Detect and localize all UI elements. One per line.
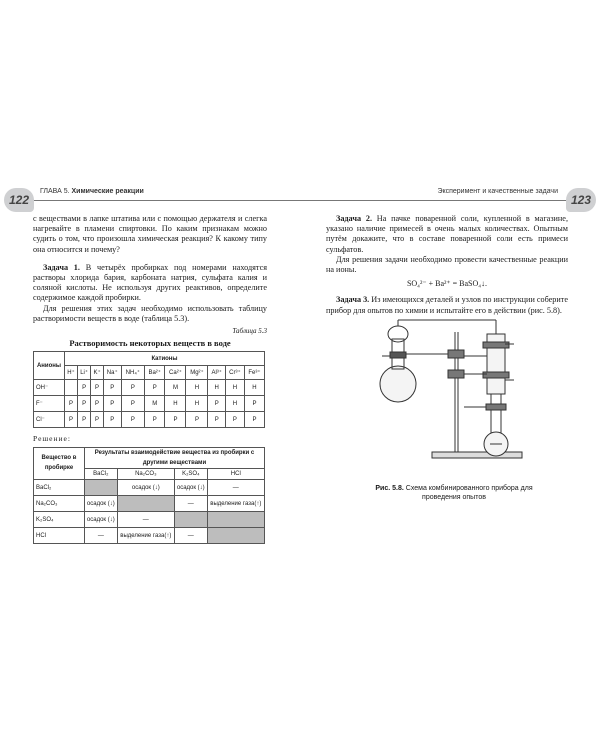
cation-header: NH₄⁺ (121, 366, 144, 380)
solubility-cell: Н (165, 396, 186, 412)
table-row (34, 480, 265, 496)
table-row (34, 512, 265, 528)
result-cell (207, 512, 264, 528)
result-cell: — (117, 512, 174, 528)
solubility-cell: М (144, 396, 165, 412)
solubility-cell: Р (77, 396, 90, 412)
solubility-cell: Р (65, 396, 78, 412)
solubility-cell: Н (208, 380, 225, 396)
right-page-number: 123 (566, 188, 596, 212)
result-cell (207, 528, 264, 544)
solubility-cell: Н (225, 380, 244, 396)
solubility-cell: Р (103, 380, 121, 396)
results-header: Результаты взаимодействие вещества из пробирки с другими веществами (85, 447, 265, 468)
anion-cell: Cl⁻ (34, 412, 65, 428)
results-table (33, 447, 265, 545)
solubility-cell: Р (165, 412, 186, 428)
table-row (34, 396, 265, 412)
table-caption: Таблица 5.3 (232, 327, 267, 336)
result-cell (117, 496, 174, 512)
substance-cell: BaCl₂ (34, 480, 85, 496)
substance-cell: Na₂CO₃ (34, 496, 85, 512)
solubility-cell: Р (244, 412, 264, 428)
cations-header: Катионы (65, 352, 265, 366)
solubility-cell: Н (186, 380, 208, 396)
solubility-cell: Н (225, 396, 244, 412)
solubility-cell: Р (91, 396, 103, 412)
result-cell: — (85, 528, 118, 544)
task-2: Задача 2. На пачке поваренной соли, купленной в магазине, указано наличие примесей в очень малых количествах. Опытным путём докажите, что в составе поваренной соли есть примеси сульфатов. (326, 214, 568, 254)
task-1: Задача 1. В четырёх пробирках под номерами находятся растворы хлорида бария, карбоната натрия, сульфата калия и соляной кислоты. Не используя других реактивов, определите содержимое каждой пробирки. (33, 262, 267, 303)
cation-header: K⁺ (91, 366, 103, 380)
solubility-cell: Р (121, 412, 144, 428)
cation-header: Mg²⁺ (186, 366, 208, 380)
cation-header: Fe³⁺ (244, 366, 264, 380)
solubility-cell: Р (121, 380, 144, 396)
solubility-cell: Р (121, 396, 144, 412)
solubility-cell: Р (91, 412, 103, 428)
reagent-header: Na₂CO₃ (117, 469, 174, 480)
solubility-cell: Р (77, 412, 90, 428)
paragraph: Для решения этих задач необходимо использовать таблицу растворимости веществ в воде (таблица 5.3). (33, 303, 267, 323)
solubility-cell: Р (65, 412, 78, 428)
anions-header: Анионы (34, 352, 65, 380)
right-page-text (326, 214, 568, 316)
result-cell: выделение газа(↑) (117, 528, 174, 544)
substance-cell: HCl (34, 528, 85, 544)
solubility-cell: Н (244, 380, 264, 396)
book-spread (0, 186, 600, 586)
right-running-head: Эксперимент и качественные задачи (437, 188, 558, 195)
result-cell: осадок (↓) (85, 512, 118, 528)
table-row (34, 496, 265, 512)
paragraph: Для решения задачи необходимо провести качественные реакции на ионы. (326, 254, 568, 275)
task-3: Задача 3. Из имеющихся деталей и узлов по инструкции соберите прибор для опытов по химии и испытайте его в действии (рис. 5.8). (326, 295, 568, 315)
table-row (34, 380, 265, 396)
cation-header: Ca²⁺ (165, 366, 186, 380)
figure-caption: Рис. 5.8. Схема комбинированного прибора для проведения опытов (375, 485, 533, 501)
paragraph: с веществами в лапке штатива или с помощью держателя и слегка нагревайте в пламени спиртовки. По каким признакам можно судить о том, что произошла химическая реакция? К какому типу она относится и почему? (33, 214, 267, 254)
left-page-text (33, 214, 267, 544)
substance-header: Вещество в пробирке (34, 447, 85, 480)
result-cell (174, 512, 207, 528)
chapter-title: Химические реакции (71, 188, 144, 195)
solubility-cell: Р (91, 380, 103, 396)
result-cell: — (207, 480, 264, 496)
result-cell: выделение газа(↑) (207, 496, 264, 512)
solubility-cell: Р (208, 412, 225, 428)
result-cell: — (174, 496, 207, 512)
solubility-cell: Р (103, 412, 121, 428)
cation-header: Ba²⁺ (144, 366, 165, 380)
solubility-cell: Р (144, 412, 165, 428)
cation-header: Al³⁺ (208, 366, 225, 380)
solubility-cell: Р (103, 396, 121, 412)
result-cell (85, 480, 118, 496)
solubility-cell (65, 380, 78, 396)
cation-header: H⁺ (65, 366, 78, 380)
left-page-number: 122 (4, 188, 34, 212)
result-cell: осадок (↓) (117, 480, 174, 496)
result-cell: — (174, 528, 207, 544)
table-row (34, 412, 265, 428)
solubility-cell: Н (186, 396, 208, 412)
solubility-cell: Р (225, 412, 244, 428)
cation-header: Cr³⁺ (225, 366, 244, 380)
solubility-cell: Р (244, 396, 264, 412)
solution-label: Решение: (33, 434, 71, 444)
solubility-cell: Р (77, 380, 90, 396)
reagent-header: HCl (207, 469, 264, 480)
solubility-cell: Р (208, 396, 225, 412)
table-title: Растворимость некоторых веществ в воде (69, 338, 231, 349)
result-cell: осадок (↓) (85, 496, 118, 512)
anion-cell: F⁻ (34, 396, 65, 412)
solubility-cell: Р (144, 380, 165, 396)
header-rule (22, 200, 578, 201)
formula: SO₄²⁻ + Ba²⁺ = BaSO₄↓. (406, 279, 488, 289)
solubility-cell: М (165, 380, 186, 396)
result-cell: осадок (↓) (174, 480, 207, 496)
left-running-head (40, 188, 144, 195)
reagent-header: BaCl₂ (85, 469, 118, 480)
anion-cell: OH⁻ (34, 380, 65, 396)
chapter-label: ГЛАВА 5. (40, 188, 70, 195)
reagent-header: K₂SO₄ (174, 469, 207, 480)
solubility-table (33, 351, 265, 428)
table-row (34, 528, 265, 544)
solubility-cell: Р (186, 412, 208, 428)
apparatus-figure (372, 314, 532, 484)
cation-header: Li⁺ (77, 366, 90, 380)
substance-cell: K₂SO₄ (34, 512, 85, 528)
cation-header: Na⁺ (103, 366, 121, 380)
